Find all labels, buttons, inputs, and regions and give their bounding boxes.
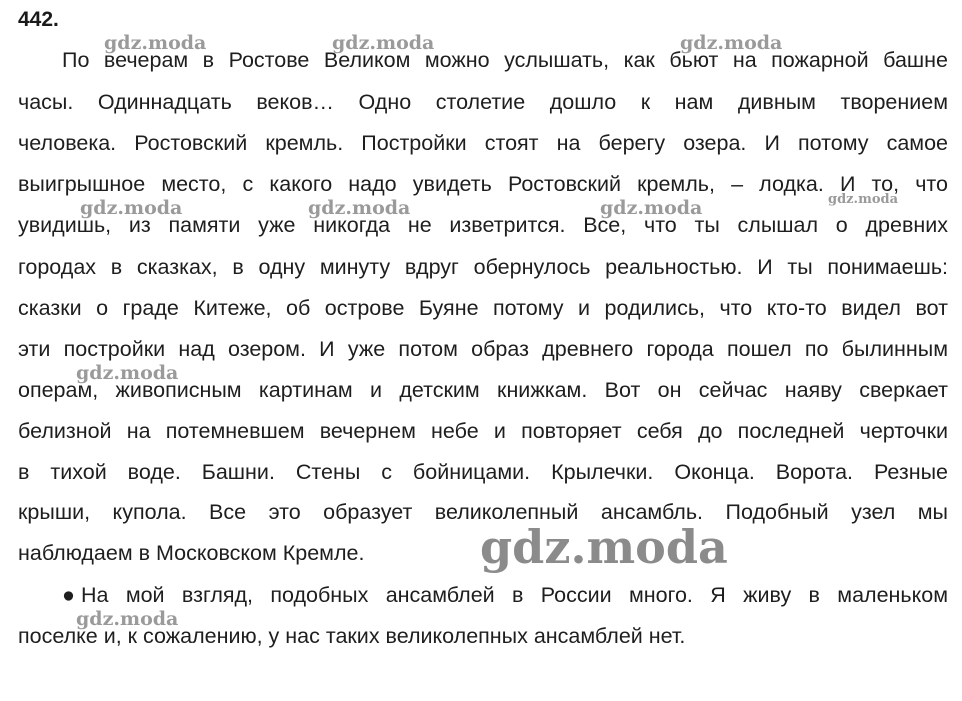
- watermark-large: gdz.moda: [480, 520, 728, 574]
- text-line: городах в сказках, в одну минуту вдруг обернулось реальностью. И ты понимаешь:: [18, 255, 948, 279]
- watermark: gdz.moda: [828, 192, 899, 207]
- watermark: gdz.moda: [104, 32, 207, 54]
- text-line: крыши, купола. Все это образует великолепный ансамбль. Подобный узел мы: [18, 500, 948, 524]
- watermark: gdz.moda: [76, 608, 179, 630]
- text-line: выигрышное место, с какого надо увидеть Ростовский кремль, – лодка. И то, что: [18, 172, 948, 196]
- text-line: наблюдаем в Московском Кремле.: [18, 541, 365, 565]
- text-line: увидишь, из памяти уже никогда не изветрится. Все, что ты слышал о древних: [18, 213, 948, 237]
- text-line: По вечерам в Ростове Великом можно услышать, как бьют на пожарной башне: [62, 48, 948, 72]
- text-line: сказки о граде Китеже, об острове Буяне потому и родились, что кто-то видел вот: [18, 296, 948, 320]
- task-number: 442.: [18, 8, 59, 31]
- watermark: gdz.moda: [332, 32, 435, 54]
- watermark: gdz.moda: [80, 197, 183, 219]
- text-line: операм, живописным картинам и детским книжкам. Вот он сейчас наяву сверкает: [18, 378, 948, 402]
- text-line: белизной на потемневшем вечернем небе и повторяет себя до последней черточки: [18, 419, 948, 443]
- watermark: gdz.moda: [76, 362, 179, 384]
- text-line: поселке и, к сожалению, у нас таких великолепных ансамблей нет.: [18, 624, 686, 648]
- watermark: gdz.moda: [680, 32, 783, 54]
- watermark: gdz.moda: [308, 197, 411, 219]
- text-line: эти постройки над озером. И уже потом образ древнего города пошел по былинным: [18, 337, 948, 361]
- text-line: в тихой воде. Башни. Стены с бойницами. Крылечки. Оконца. Ворота. Резные: [18, 460, 948, 484]
- bullet-icon: ●: [62, 583, 75, 607]
- bullet-paragraph-line: [62, 580, 948, 610]
- text-line: человека. Ростовский кремль. Постройки стоят на берегу озера. И потому самое: [18, 131, 948, 155]
- watermark: gdz.moda: [600, 197, 703, 219]
- text-line: На мой взгляд, подобных ансамблей в России много. Я живу в маленьком: [81, 583, 948, 607]
- text-line: часы. Одиннадцать веков… Одно столетие дошло к нам дивным творением: [18, 90, 948, 114]
